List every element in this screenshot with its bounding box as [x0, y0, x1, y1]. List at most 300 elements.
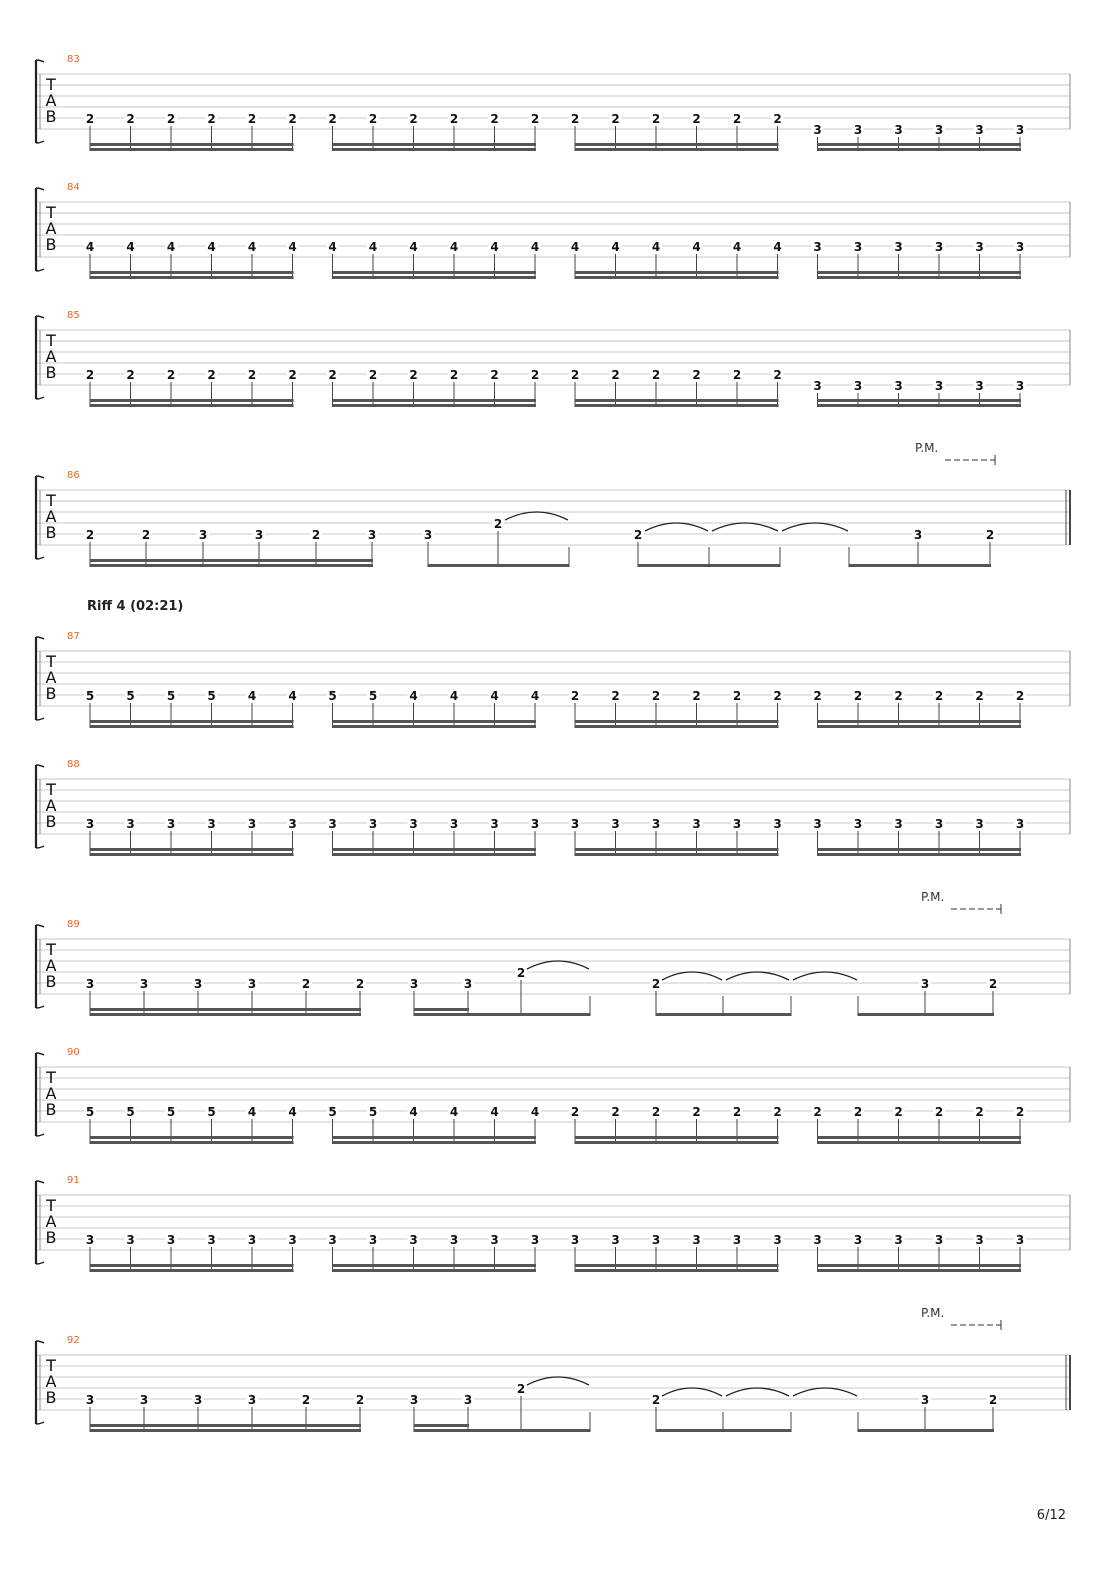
fret-number: 2 — [328, 112, 337, 126]
beam-line — [575, 720, 779, 723]
fret-number: 3 — [530, 1233, 540, 1247]
fret-number: 2 — [894, 689, 903, 703]
fret-number: 3 — [853, 817, 863, 831]
beam-line — [90, 564, 373, 567]
fret-number: 2 — [141, 528, 151, 542]
fret-number: 3 — [1015, 123, 1025, 137]
fret-number: 2 — [570, 689, 580, 703]
fret-number: 2 — [611, 368, 620, 382]
fret-number: 3 — [367, 528, 377, 542]
staff-bracket-tip — [36, 188, 44, 190]
fret-number: 2 — [449, 112, 459, 126]
palm-mute-label: P.M. — [915, 441, 939, 455]
beam-line — [575, 276, 779, 279]
fret-number: 3 — [409, 1233, 418, 1247]
fret-number: 2 — [692, 1105, 701, 1119]
fret-number: 4 — [449, 689, 459, 703]
tab-letter-a: A — [45, 668, 57, 687]
tab-letter-t: T — [46, 203, 56, 222]
fret-number: 4 — [288, 689, 297, 703]
beam-line — [333, 853, 537, 856]
fret-number: 3 — [894, 240, 903, 254]
fret-number: 3 — [193, 977, 203, 991]
fret-number: 4 — [449, 240, 459, 254]
tab-letter-t: T — [46, 75, 56, 94]
fret-number: 3 — [773, 1233, 782, 1247]
palm-mute-label: P.M. — [921, 1306, 945, 1320]
beam-line — [414, 1429, 590, 1432]
fret-number: 3 — [920, 977, 930, 991]
tab-letter-t: T — [46, 331, 56, 350]
fret-number: 4 — [530, 689, 540, 703]
fret-number: 2 — [85, 368, 95, 382]
fret-number: 5 — [85, 689, 95, 703]
fret-number: 2 — [988, 977, 998, 991]
fret-number: 5 — [166, 1105, 176, 1119]
fret-number: 3 — [463, 1393, 473, 1407]
fret-number: 3 — [651, 817, 661, 831]
tab-letter-b: B — [45, 523, 57, 542]
staff-bracket-tip — [36, 557, 44, 559]
tab-letter-a: A — [45, 219, 57, 238]
fret-number: 3 — [328, 1233, 337, 1247]
fret-number: 3 — [934, 817, 944, 831]
fret-number: 3 — [166, 1233, 176, 1247]
beam-line — [90, 399, 294, 402]
fret-number: 2 — [166, 368, 176, 382]
fret-number: 3 — [611, 1233, 620, 1247]
fret-number: 2 — [985, 528, 995, 542]
staff-bracket-tip — [36, 846, 44, 848]
beam-line — [90, 404, 294, 407]
tab-letter-t: T — [46, 1068, 56, 1087]
beam-line — [818, 1141, 1022, 1144]
fret-number: 3 — [490, 1233, 499, 1247]
beam-line — [90, 1264, 294, 1267]
beam-line — [575, 853, 779, 856]
fret-number: 4 — [570, 240, 580, 254]
beam-line — [818, 276, 1022, 279]
beam-line — [333, 1141, 537, 1144]
beam-line — [849, 564, 991, 567]
fret-number: 3 — [247, 817, 257, 831]
fret-number: 2 — [409, 368, 418, 382]
fret-number: 3 — [934, 123, 944, 137]
fret-number: 2 — [773, 689, 782, 703]
fret-number: 2 — [516, 966, 526, 980]
fret-number: 3 — [975, 1233, 984, 1247]
measure-number: 83 — [67, 54, 80, 65]
fret-number: 3 — [813, 1233, 822, 1247]
fret-number: 3 — [934, 379, 944, 393]
tie-arc — [726, 1388, 789, 1396]
fret-number: 4 — [530, 1105, 540, 1119]
fret-number: 3 — [570, 1233, 580, 1247]
measure-number: 90 — [67, 1047, 80, 1058]
fret-number: 2 — [166, 112, 176, 126]
beam-line — [575, 1264, 779, 1267]
staff-bracket-tip — [36, 1341, 44, 1343]
fret-number: 4 — [85, 240, 95, 254]
fret-number: 2 — [493, 517, 503, 531]
fret-number: 3 — [975, 379, 984, 393]
beam-line — [333, 276, 537, 279]
tie-arc — [712, 523, 778, 531]
fret-number: 3 — [85, 1393, 95, 1407]
staff-bracket-tip — [36, 765, 44, 767]
beam-line — [90, 1013, 361, 1016]
beam-line — [858, 1013, 994, 1016]
fret-number: 3 — [894, 123, 903, 137]
measure-number: 92 — [67, 1335, 80, 1346]
staff-bracket-tip — [36, 637, 44, 639]
tie-arc — [782, 523, 848, 531]
fret-number: 4 — [449, 1105, 459, 1119]
fret-number: 2 — [611, 689, 620, 703]
beam-line — [90, 1429, 361, 1432]
fret-number: 2 — [247, 112, 257, 126]
fret-number: 3 — [853, 123, 863, 137]
tab-letter-b: B — [45, 235, 57, 254]
beam-line — [90, 1008, 361, 1011]
fret-number: 4 — [126, 240, 135, 254]
fret-number: 2 — [773, 112, 782, 126]
tab-letter-b: B — [45, 1228, 57, 1247]
measure-number: 84 — [67, 182, 80, 193]
tie-arc — [662, 972, 722, 980]
beam-line — [818, 143, 1022, 146]
tie-arc — [645, 523, 708, 531]
beam-line — [575, 399, 779, 402]
fret-number: 3 — [490, 817, 499, 831]
beam-line — [575, 148, 779, 151]
fret-number: 3 — [813, 817, 822, 831]
fret-number: 5 — [126, 1105, 135, 1119]
beam-line — [333, 404, 537, 407]
fret-number: 4 — [247, 689, 257, 703]
beam-line — [90, 1141, 294, 1144]
fret-number: 4 — [288, 240, 297, 254]
fret-number: 2 — [934, 689, 944, 703]
fret-number: 5 — [328, 1105, 337, 1119]
fret-number: 5 — [368, 689, 378, 703]
beam-line — [818, 399, 1022, 402]
fret-number: 2 — [934, 1105, 944, 1119]
beam-line — [90, 559, 373, 562]
fret-number: 3 — [463, 977, 473, 991]
staff-bracket-tip — [36, 1422, 44, 1424]
fret-number: 2 — [126, 368, 135, 382]
fret-number: 2 — [126, 112, 135, 126]
fret-number: 2 — [328, 368, 337, 382]
page-number: 6/12 — [1036, 1508, 1066, 1523]
fret-number: 3 — [692, 1233, 701, 1247]
fret-number: 3 — [773, 817, 782, 831]
fret-number: 3 — [853, 379, 863, 393]
fret-number: 2 — [975, 1105, 984, 1119]
fret-number: 2 — [692, 112, 701, 126]
fret-number: 5 — [368, 1105, 378, 1119]
tab-letter-b: B — [45, 363, 57, 382]
fret-number: 2 — [692, 368, 701, 382]
fret-number: 3 — [570, 817, 580, 831]
fret-number: 2 — [732, 368, 742, 382]
fret-number: 2 — [301, 1393, 311, 1407]
fret-number: 2 — [773, 1105, 782, 1119]
tie-arc — [527, 1377, 589, 1385]
fret-number: 2 — [732, 689, 742, 703]
measure-number: 87 — [67, 631, 80, 642]
fret-number: 2 — [355, 977, 365, 991]
beam-line — [818, 720, 1022, 723]
fret-number: 2 — [651, 368, 661, 382]
staff-bracket-tip — [36, 397, 44, 399]
beam-line — [414, 1008, 469, 1011]
fret-number: 3 — [1015, 817, 1025, 831]
staff-bracket-tip — [36, 1181, 44, 1183]
fret-number: 2 — [813, 1105, 822, 1119]
fret-number: 2 — [530, 112, 540, 126]
fret-number: 3 — [894, 817, 903, 831]
fret-number: 2 — [207, 368, 216, 382]
beam-line — [818, 848, 1022, 851]
fret-number: 3 — [409, 1393, 419, 1407]
tab-letter-t: T — [46, 780, 56, 799]
fret-number: 3 — [611, 817, 620, 831]
fret-number: 2 — [85, 112, 95, 126]
beam-line — [90, 143, 294, 146]
fret-number: 2 — [732, 1105, 742, 1119]
fret-number: 2 — [813, 689, 822, 703]
fret-number: 3 — [1015, 1233, 1025, 1247]
fret-number: 3 — [913, 528, 923, 542]
beam-line — [818, 1269, 1022, 1272]
beam-line — [818, 853, 1022, 856]
fret-number: 3 — [449, 1233, 459, 1247]
fret-number: 4 — [409, 240, 418, 254]
tab-letter-t: T — [46, 652, 56, 671]
beam-line — [90, 848, 294, 851]
fret-number: 2 — [975, 689, 984, 703]
measure-number: 91 — [67, 1175, 80, 1186]
fret-number: 2 — [570, 112, 580, 126]
beam-line — [818, 1264, 1022, 1267]
fret-number: 3 — [288, 1233, 297, 1247]
fret-number: 4 — [207, 240, 216, 254]
fret-number: 2 — [516, 1382, 526, 1396]
fret-number: 2 — [611, 1105, 620, 1119]
staff-bracket-tip — [36, 1053, 44, 1055]
tab-letter-a: A — [45, 1212, 57, 1231]
fret-number: 3 — [198, 528, 208, 542]
fret-number: 3 — [692, 817, 701, 831]
beam-line — [575, 1141, 779, 1144]
fret-number: 2 — [988, 1393, 998, 1407]
fret-number: 2 — [490, 368, 499, 382]
fret-number: 2 — [355, 1393, 365, 1407]
fret-number: 3 — [368, 1233, 378, 1247]
fret-number: 2 — [732, 112, 742, 126]
staff-bracket-tip — [36, 1006, 44, 1008]
fret-number: 2 — [894, 1105, 903, 1119]
fret-number: 2 — [692, 689, 701, 703]
fret-number: 4 — [530, 240, 540, 254]
fret-number: 3 — [732, 817, 742, 831]
fret-number: 5 — [328, 689, 337, 703]
tab-letter-t: T — [46, 940, 56, 959]
beam-line — [818, 404, 1022, 407]
fret-number: 3 — [166, 817, 176, 831]
beam-line — [818, 725, 1022, 728]
fret-number: 4 — [490, 1105, 499, 1119]
beam-line — [333, 143, 537, 146]
fret-number: 3 — [288, 817, 297, 831]
fret-number: 3 — [894, 1233, 903, 1247]
fret-number: 3 — [254, 528, 264, 542]
fret-number: 4 — [166, 240, 176, 254]
fret-number: 4 — [247, 1105, 257, 1119]
beam-line — [333, 1136, 537, 1139]
tab-letter-b: B — [45, 972, 57, 991]
beam-line — [90, 720, 294, 723]
fret-number: 3 — [328, 817, 337, 831]
fret-number: 3 — [813, 123, 822, 137]
fret-number: 3 — [934, 1233, 944, 1247]
fret-number: 3 — [85, 817, 95, 831]
fret-number: 2 — [853, 1105, 863, 1119]
tab-letter-t: T — [46, 1196, 56, 1215]
beam-line — [90, 276, 294, 279]
beam-line — [818, 271, 1022, 274]
beam-line — [333, 271, 537, 274]
fret-number: 3 — [126, 1233, 135, 1247]
beam-line — [333, 399, 537, 402]
fret-number: 2 — [633, 528, 643, 542]
fret-number: 4 — [732, 240, 742, 254]
beam-line — [818, 1136, 1022, 1139]
fret-number: 4 — [288, 1105, 297, 1119]
staff-bracket-tip — [36, 1134, 44, 1136]
fret-number: 2 — [570, 1105, 580, 1119]
fret-number: 2 — [1015, 1105, 1025, 1119]
staff-bracket-tip — [36, 316, 44, 318]
fret-number: 2 — [651, 689, 661, 703]
tie-arc — [793, 1388, 857, 1396]
fret-number: 2 — [611, 112, 620, 126]
fret-number: 2 — [288, 368, 297, 382]
fret-number: 2 — [490, 112, 499, 126]
fret-number: 2 — [651, 977, 661, 991]
measure-number: 85 — [67, 310, 80, 321]
fret-number: 4 — [490, 240, 499, 254]
tab-letter-b: B — [45, 1388, 57, 1407]
fret-number: 3 — [207, 817, 216, 831]
tie-arc — [793, 972, 857, 980]
fret-number: 3 — [894, 379, 903, 393]
beam-line — [575, 725, 779, 728]
beam-line — [575, 848, 779, 851]
beam-line — [858, 1429, 994, 1432]
fret-number: 3 — [934, 240, 944, 254]
beam-line — [575, 143, 779, 146]
staff-bracket-tip — [36, 476, 44, 478]
fret-number: 5 — [85, 1105, 95, 1119]
fret-number: 2 — [368, 368, 378, 382]
fret-number: 2 — [288, 112, 297, 126]
beam-line — [333, 148, 537, 151]
fret-number: 4 — [611, 240, 620, 254]
fret-number: 2 — [651, 1393, 661, 1407]
staff-bracket-tip — [36, 60, 44, 62]
tab-letter-a: A — [45, 956, 57, 975]
fret-number: 3 — [1015, 379, 1025, 393]
measure-number: 88 — [67, 759, 80, 770]
fret-number: 4 — [490, 689, 499, 703]
fret-number: 3 — [247, 977, 257, 991]
fret-number: 2 — [247, 368, 257, 382]
fret-number: 3 — [207, 1233, 216, 1247]
fret-number: 3 — [139, 1393, 149, 1407]
fret-number: 2 — [449, 368, 459, 382]
beam-line — [414, 1013, 590, 1016]
tie-arc — [527, 961, 589, 969]
fret-number: 3 — [409, 817, 418, 831]
fret-number: 3 — [975, 240, 984, 254]
beam-line — [90, 853, 294, 856]
measure-number: 89 — [67, 919, 80, 930]
fret-number: 3 — [975, 817, 984, 831]
tab-letter-b: B — [45, 1100, 57, 1119]
staff-bracket-tip — [36, 1262, 44, 1264]
tab-letter-a: A — [45, 507, 57, 526]
fret-number: 5 — [207, 689, 216, 703]
beam-line — [333, 1269, 537, 1272]
tab-letter-a: A — [45, 91, 57, 110]
fret-number: 3 — [813, 240, 822, 254]
beam-line — [575, 1269, 779, 1272]
fret-number: 4 — [368, 240, 378, 254]
fret-number: 3 — [651, 1233, 661, 1247]
tab-letter-a: A — [45, 347, 57, 366]
tab-letter-b: B — [45, 684, 57, 703]
fret-number: 3 — [193, 1393, 203, 1407]
beam-line — [414, 1424, 469, 1427]
fret-number: 2 — [651, 1105, 661, 1119]
fret-number: 3 — [85, 1233, 95, 1247]
beam-line — [90, 1269, 294, 1272]
fret-number: 3 — [920, 1393, 930, 1407]
fret-number: 4 — [692, 240, 701, 254]
fret-number: 2 — [570, 368, 580, 382]
fret-number: 4 — [773, 240, 782, 254]
fret-number: 3 — [853, 240, 863, 254]
beam-line — [90, 725, 294, 728]
fret-number: 3 — [126, 817, 135, 831]
fret-number: 2 — [301, 977, 311, 991]
fret-number: 5 — [166, 689, 176, 703]
measure-number: 86 — [67, 470, 80, 481]
fret-number: 2 — [85, 528, 95, 542]
fret-number: 3 — [247, 1393, 257, 1407]
staff-bracket-tip — [36, 925, 44, 927]
beam-line — [90, 1136, 294, 1139]
tab-letter-a: A — [45, 1084, 57, 1103]
beam-line — [90, 271, 294, 274]
staff-bracket-tip — [36, 269, 44, 271]
fret-number: 3 — [813, 379, 822, 393]
tab-letter-b: B — [45, 107, 57, 126]
beam-line — [90, 148, 294, 151]
